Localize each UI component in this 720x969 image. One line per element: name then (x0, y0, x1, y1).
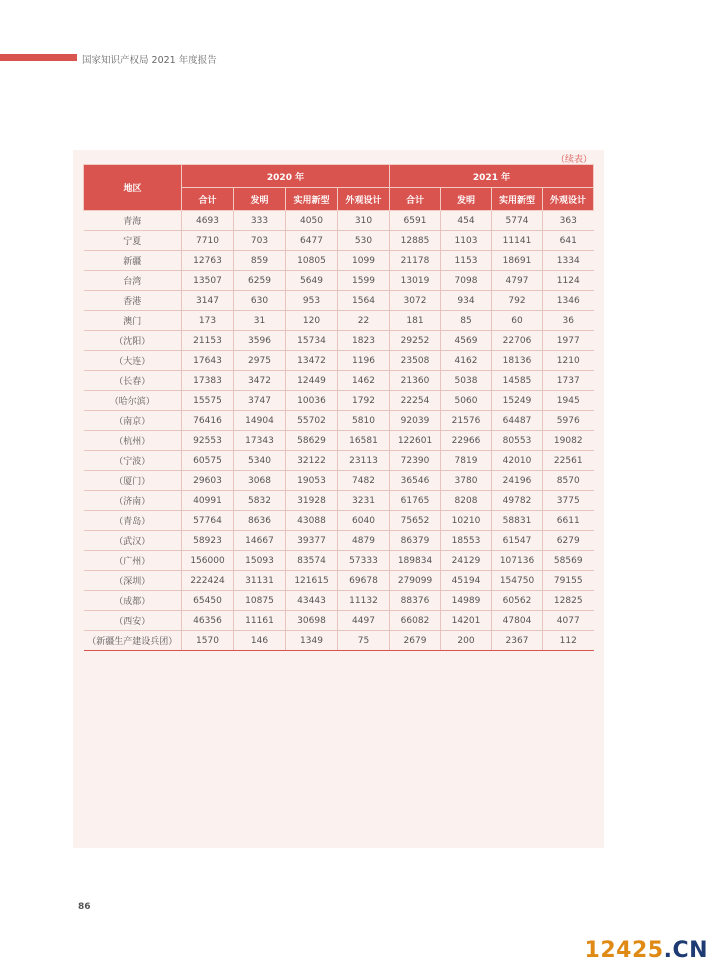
data-table (83, 164, 594, 651)
value-cell: 3775 (543, 491, 594, 511)
region-cell: （宁波） (84, 451, 182, 471)
column-header: 合计 (390, 188, 441, 211)
table-row (84, 391, 594, 411)
value-cell: 5810 (338, 411, 390, 431)
value-cell: 792 (492, 291, 543, 311)
value-cell: 92553 (182, 431, 234, 451)
value-cell: 4077 (543, 611, 594, 631)
value-cell: 1599 (338, 271, 390, 291)
value-cell: 39377 (286, 531, 338, 551)
value-cell: 13472 (286, 351, 338, 371)
value-cell: 58923 (182, 531, 234, 551)
table-row (84, 331, 594, 351)
watermark-main: 12425 (584, 938, 664, 963)
value-cell: 23508 (390, 351, 441, 371)
region-header: 地区 (84, 165, 182, 211)
value-cell: 953 (286, 291, 338, 311)
year-header-2020: 2020 年 (182, 165, 390, 188)
value-cell: 2367 (492, 631, 543, 651)
value-cell: 107136 (492, 551, 543, 571)
table-row (84, 451, 594, 471)
value-cell: 19053 (286, 471, 338, 491)
value-cell: 58831 (492, 511, 543, 531)
value-cell: 15575 (182, 391, 234, 411)
value-cell: 6591 (390, 211, 441, 231)
value-cell: 92039 (390, 411, 441, 431)
value-cell: 1977 (543, 331, 594, 351)
column-header: 外观设计 (338, 188, 390, 211)
table-row (84, 371, 594, 391)
value-cell: 934 (441, 291, 492, 311)
value-cell: 22966 (441, 431, 492, 451)
value-cell: 156000 (182, 551, 234, 571)
value-cell: 279099 (390, 571, 441, 591)
value-cell: 79155 (543, 571, 594, 591)
region-cell: （杭州） (84, 431, 182, 451)
table-row (84, 431, 594, 451)
value-cell: 1346 (543, 291, 594, 311)
value-cell: 13019 (390, 271, 441, 291)
value-cell: 8208 (441, 491, 492, 511)
value-cell: 8636 (234, 511, 286, 531)
value-cell: 43088 (286, 511, 338, 531)
value-cell: 1349 (286, 631, 338, 651)
value-cell: 8570 (543, 471, 594, 491)
value-cell: 32122 (286, 451, 338, 471)
value-cell: 43443 (286, 591, 338, 611)
region-cell: （新疆生产建设兵团） (84, 631, 182, 651)
table-row (84, 291, 594, 311)
value-cell: 11141 (492, 231, 543, 251)
value-cell: 14201 (441, 611, 492, 631)
value-cell: 703 (234, 231, 286, 251)
value-cell: 72390 (390, 451, 441, 471)
value-cell: 2679 (390, 631, 441, 651)
region-cell: （厦门） (84, 471, 182, 491)
column-header: 实用新型 (286, 188, 338, 211)
value-cell: 21178 (390, 251, 441, 271)
value-cell: 57333 (338, 551, 390, 571)
value-cell: 22706 (492, 331, 543, 351)
region-cell: （济南） (84, 491, 182, 511)
value-cell: 1099 (338, 251, 390, 271)
value-cell: 154750 (492, 571, 543, 591)
value-cell: 112 (543, 631, 594, 651)
value-cell: 3780 (441, 471, 492, 491)
value-cell: 18691 (492, 251, 543, 271)
value-cell: 55702 (286, 411, 338, 431)
value-cell: 61765 (390, 491, 441, 511)
value-cell: 3596 (234, 331, 286, 351)
value-cell: 47804 (492, 611, 543, 631)
value-cell: 146 (234, 631, 286, 651)
value-cell: 12825 (543, 591, 594, 611)
value-cell: 12885 (390, 231, 441, 251)
value-cell: 31928 (286, 491, 338, 511)
value-cell: 5774 (492, 211, 543, 231)
header-accent-bar (0, 54, 77, 61)
region-cell: （深圳） (84, 571, 182, 591)
region-cell: 香港 (84, 291, 182, 311)
table-row (84, 351, 594, 371)
value-cell: 1737 (543, 371, 594, 391)
value-cell: 29603 (182, 471, 234, 491)
region-cell: （长春） (84, 371, 182, 391)
value-cell: 630 (234, 291, 286, 311)
value-cell: 1334 (543, 251, 594, 271)
column-header: 发明 (441, 188, 492, 211)
value-cell: 14667 (234, 531, 286, 551)
value-cell: 14585 (492, 371, 543, 391)
value-cell: 1823 (338, 331, 390, 351)
value-cell: 530 (338, 231, 390, 251)
region-cell: 台湾 (84, 271, 182, 291)
region-cell: 新疆 (84, 251, 182, 271)
value-cell: 1124 (543, 271, 594, 291)
value-cell: 10036 (286, 391, 338, 411)
value-cell: 4569 (441, 331, 492, 351)
value-cell: 121615 (286, 571, 338, 591)
value-cell: 310 (338, 211, 390, 231)
table-row (84, 411, 594, 431)
region-cell: 澳门 (84, 311, 182, 331)
value-cell: 4050 (286, 211, 338, 231)
value-cell: 61547 (492, 531, 543, 551)
value-cell: 3147 (182, 291, 234, 311)
value-cell: 12763 (182, 251, 234, 271)
value-cell: 6040 (338, 511, 390, 531)
table-row (84, 551, 594, 571)
value-cell: 5340 (234, 451, 286, 471)
value-cell: 22 (338, 311, 390, 331)
column-header: 实用新型 (492, 188, 543, 211)
table-row (84, 491, 594, 511)
value-cell: 11132 (338, 591, 390, 611)
table-row (84, 531, 594, 551)
value-cell: 3072 (390, 291, 441, 311)
region-cell: 宁夏 (84, 231, 182, 251)
value-cell: 49782 (492, 491, 543, 511)
value-cell: 6477 (286, 231, 338, 251)
value-cell: 7482 (338, 471, 390, 491)
value-cell: 46356 (182, 611, 234, 631)
value-cell: 3231 (338, 491, 390, 511)
value-cell: 14904 (234, 411, 286, 431)
value-cell: 1945 (543, 391, 594, 411)
value-cell: 15734 (286, 331, 338, 351)
value-cell: 69678 (338, 571, 390, 591)
value-cell: 1103 (441, 231, 492, 251)
page-number: 86 (78, 902, 91, 912)
value-cell: 75652 (390, 511, 441, 531)
value-cell: 7710 (182, 231, 234, 251)
value-cell: 11161 (234, 611, 286, 631)
value-cell: 122601 (390, 431, 441, 451)
value-cell: 60 (492, 311, 543, 331)
site-watermark (585, 938, 708, 963)
value-cell: 120 (286, 311, 338, 331)
value-cell: 24196 (492, 471, 543, 491)
value-cell: 17343 (234, 431, 286, 451)
value-cell: 36 (543, 311, 594, 331)
value-cell: 86379 (390, 531, 441, 551)
value-cell: 22561 (543, 451, 594, 471)
value-cell: 66082 (390, 611, 441, 631)
value-cell: 31 (234, 311, 286, 331)
table-row (84, 631, 594, 651)
report-header-title: 国家知识产权局 2021 年度报告 (82, 55, 217, 66)
value-cell: 222424 (182, 571, 234, 591)
value-cell: 76416 (182, 411, 234, 431)
value-cell: 333 (234, 211, 286, 231)
value-cell: 57764 (182, 511, 234, 531)
value-cell: 18136 (492, 351, 543, 371)
table-row (84, 611, 594, 631)
region-cell: （武汉） (84, 531, 182, 551)
region-cell: （南京） (84, 411, 182, 431)
value-cell: 16581 (338, 431, 390, 451)
value-cell: 1462 (338, 371, 390, 391)
value-cell: 85 (441, 311, 492, 331)
value-cell: 13507 (182, 271, 234, 291)
value-cell: 181 (390, 311, 441, 331)
value-cell: 5832 (234, 491, 286, 511)
value-cell: 1564 (338, 291, 390, 311)
value-cell: 5976 (543, 411, 594, 431)
year-header-2021: 2021 年 (390, 165, 594, 188)
value-cell: 4797 (492, 271, 543, 291)
value-cell: 6279 (543, 531, 594, 551)
table-row (84, 471, 594, 491)
value-cell: 31131 (234, 571, 286, 591)
table-row (84, 231, 594, 251)
watermark-cn: CN (672, 938, 708, 963)
table-row (84, 571, 594, 591)
region-cell: （沈阳） (84, 331, 182, 351)
value-cell: 23113 (338, 451, 390, 471)
table-row (84, 311, 594, 331)
value-cell: 29252 (390, 331, 441, 351)
value-cell: 42010 (492, 451, 543, 471)
value-cell: 83574 (286, 551, 338, 571)
value-cell: 1153 (441, 251, 492, 271)
value-cell: 88376 (390, 591, 441, 611)
value-cell: 80553 (492, 431, 543, 451)
value-cell: 1792 (338, 391, 390, 411)
value-cell: 3068 (234, 471, 286, 491)
table-row (84, 211, 594, 231)
value-cell: 859 (234, 251, 286, 271)
value-cell: 65450 (182, 591, 234, 611)
value-cell: 5649 (286, 271, 338, 291)
value-cell: 60575 (182, 451, 234, 471)
continued-label: （续表） (555, 155, 592, 165)
value-cell: 2975 (234, 351, 286, 371)
column-header: 合计 (182, 188, 234, 211)
value-cell: 5038 (441, 371, 492, 391)
table-row (84, 271, 594, 291)
table-panel (73, 150, 604, 848)
table-row (84, 251, 594, 271)
value-cell: 1210 (543, 351, 594, 371)
value-cell: 19082 (543, 431, 594, 451)
value-cell: 5060 (441, 391, 492, 411)
value-cell: 14989 (441, 591, 492, 611)
value-cell: 641 (543, 231, 594, 251)
value-cell: 22254 (390, 391, 441, 411)
value-cell: 24129 (441, 551, 492, 571)
value-cell: 21360 (390, 371, 441, 391)
region-cell: （西安） (84, 611, 182, 631)
value-cell: 200 (441, 631, 492, 651)
value-cell: 60562 (492, 591, 543, 611)
value-cell: 18553 (441, 531, 492, 551)
value-cell: 17643 (182, 351, 234, 371)
value-cell: 58629 (286, 431, 338, 451)
value-cell: 3747 (234, 391, 286, 411)
value-cell: 10210 (441, 511, 492, 531)
watermark-dot: . (663, 938, 673, 963)
value-cell: 363 (543, 211, 594, 231)
value-cell: 36546 (390, 471, 441, 491)
column-header: 外观设计 (543, 188, 594, 211)
value-cell: 189834 (390, 551, 441, 571)
value-cell: 7098 (441, 271, 492, 291)
value-cell: 75 (338, 631, 390, 651)
value-cell: 7819 (441, 451, 492, 471)
region-cell: 青海 (84, 211, 182, 231)
value-cell: 4693 (182, 211, 234, 231)
value-cell: 40991 (182, 491, 234, 511)
region-cell: （青岛） (84, 511, 182, 531)
value-cell: 64487 (492, 411, 543, 431)
value-cell: 173 (182, 311, 234, 331)
value-cell: 4162 (441, 351, 492, 371)
value-cell: 454 (441, 211, 492, 231)
column-header: 发明 (234, 188, 286, 211)
value-cell: 21153 (182, 331, 234, 351)
value-cell: 15249 (492, 391, 543, 411)
value-cell: 30698 (286, 611, 338, 631)
value-cell: 15093 (234, 551, 286, 571)
table-row (84, 591, 594, 611)
value-cell: 17383 (182, 371, 234, 391)
value-cell: 10805 (286, 251, 338, 271)
value-cell: 6259 (234, 271, 286, 291)
region-cell: （成都） (84, 591, 182, 611)
value-cell: 1196 (338, 351, 390, 371)
value-cell: 4497 (338, 611, 390, 631)
region-cell: （哈尔滨） (84, 391, 182, 411)
region-cell: （广州） (84, 551, 182, 571)
value-cell: 10875 (234, 591, 286, 611)
region-cell: （大连） (84, 351, 182, 371)
value-cell: 3472 (234, 371, 286, 391)
value-cell: 45194 (441, 571, 492, 591)
value-cell: 21576 (441, 411, 492, 431)
value-cell: 58569 (543, 551, 594, 571)
value-cell: 12449 (286, 371, 338, 391)
table-row (84, 511, 594, 531)
value-cell: 4879 (338, 531, 390, 551)
value-cell: 6611 (543, 511, 594, 531)
value-cell: 1570 (182, 631, 234, 651)
